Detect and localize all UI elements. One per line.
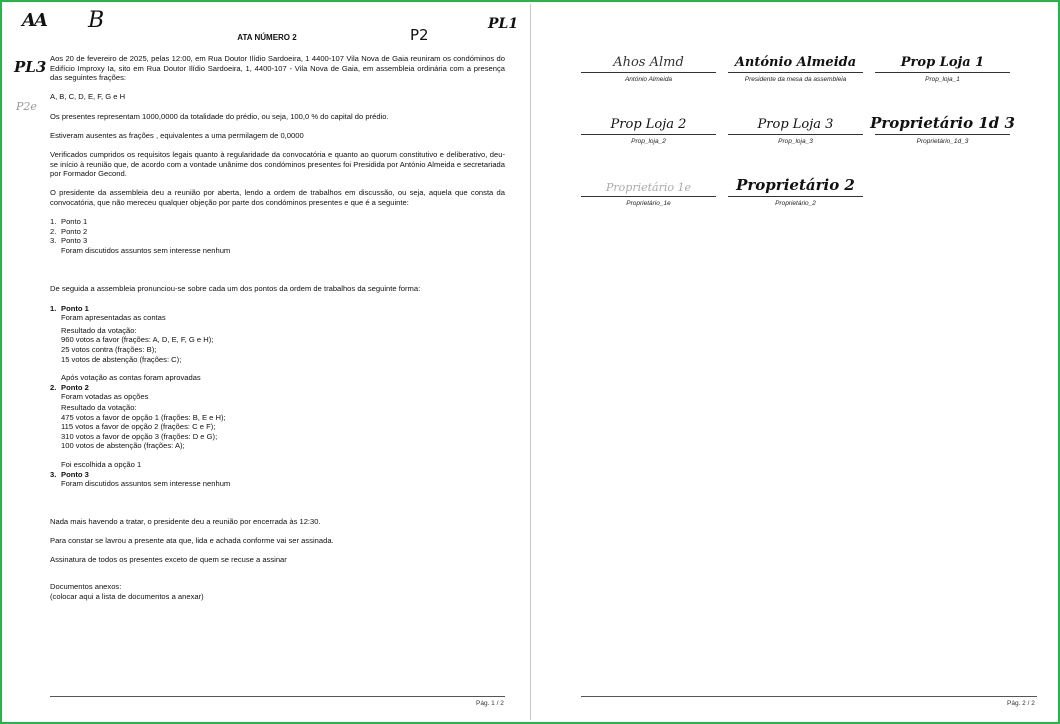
signature-line: [728, 196, 863, 197]
agenda-item: 3. Ponto 3: [50, 236, 88, 246]
signature-caption: Prop_loja_1: [925, 76, 960, 83]
agenda-item: 1. Ponto 1: [50, 217, 88, 227]
initials-aa: AA: [22, 10, 46, 31]
deliberation-intro: De seguida a assembleia pronunciou-se sobre cada um dos pontos da ordem de trabalhos da seguinte forma:: [50, 284, 421, 294]
signature-caption: António Almeida: [624, 76, 673, 83]
signature-line: [581, 196, 716, 197]
vote-line: 960 votos a favor (frações: A, D, E, F, G e H);: [61, 335, 214, 345]
minutes-body: [50, 54, 505, 602]
present-paragraph: Os presentes representam 1000,0000 da totalidade do prédio, ou seja, 100,0 % do capital do prédio.: [50, 111, 389, 121]
president-paragraph: O presidente da assembleia deu a reunião por aberta, lendo a ordem de trabalhos em discussão, ou seja, aquela que consta da convocatória, que não mereceu qualquer objeção por parte dos condóminos presentes e que é a seguinte:: [50, 188, 505, 207]
signature-line: [581, 134, 716, 135]
fractions-paragraph: A, B, C, D, E, F, G e H: [50, 92, 126, 102]
signature-block: [728, 174, 863, 207]
signature-line: [581, 72, 716, 73]
agenda-item: 2. Ponto 2: [50, 226, 88, 236]
point-description: Foram apresentadas as contas: [61, 313, 166, 323]
signature-mark: Prop Loja 1: [900, 55, 985, 70]
vote-line: Resultado da votação:: [61, 325, 137, 335]
signature-line: [728, 134, 863, 135]
initials-p2: P2: [410, 26, 429, 44]
verified-paragraph: Verificados cumpridos os requisitos legais quanto à regularidade da convocatória e quanto ao quorum constitutivo e deliberativo, deu-se início à reunião que, de acordo com a vontade unânime dos condóminos presentes foi Presidida por António Almeida e secretariada por Formador Gecond.: [50, 149, 505, 179]
signature-mark: Ahos Almd: [613, 55, 684, 70]
page-2: [531, 4, 1056, 720]
signature-mark: Prop Loja 2: [610, 117, 687, 132]
point-heading: 1. Ponto 1: [50, 303, 89, 313]
signature-caption: Prop_loja_3: [778, 138, 813, 145]
point-description: Foram votadas as opções: [61, 392, 149, 402]
annex-note: (colocar aqui a lista de documentos a anexar): [50, 591, 204, 601]
footer-divider: [581, 696, 1037, 697]
agenda-note: Foram discutidos assuntos sem interesse nenhum: [61, 245, 231, 255]
closing-paragraph: Para constar se lavrou a presente ata que, lida e achada conforme vai ser assinada.: [50, 535, 334, 545]
page-number: Pág. 2 / 2: [1007, 700, 1035, 707]
signature-caption: Presidente da mesa da assembleia: [744, 76, 847, 83]
signature-block: [875, 50, 1010, 83]
page-number: Pág. 1 / 2: [476, 700, 504, 707]
annex-title: Documentos anexos:: [50, 582, 122, 592]
footer-divider: [50, 696, 505, 697]
page-title: ATA NÚMERO 2: [237, 33, 297, 42]
absent-paragraph: Estiveram ausentes as frações , equivalentes a uma permilagem de 0,0000: [50, 130, 304, 140]
signature-line: [875, 134, 1010, 135]
signature-block: [728, 50, 863, 83]
signature-mark: Proprietário 1e: [606, 181, 691, 194]
points-list: [50, 304, 505, 489]
signature-block: [870, 112, 1015, 145]
signature-caption: Prop_loja_2: [631, 138, 666, 145]
signature-mark: Proprietário 2: [736, 176, 855, 194]
agenda-list: [50, 217, 505, 255]
point-description: Foram discutidos assuntos sem interesse nenhum: [61, 479, 231, 489]
signature-mark: Proprietário 1d 3: [870, 114, 1015, 132]
signature-block: [728, 112, 863, 145]
signature-line: [728, 72, 863, 73]
initials-pl1: PL1: [488, 16, 519, 32]
vote-line: 15 votos de abstenção (frações: C);: [61, 354, 182, 364]
signature-mark: Prop Loja 3: [757, 117, 834, 132]
signature-block: [581, 112, 716, 145]
point-heading: 2. Ponto 2: [50, 382, 89, 392]
signature-mark: António Almeida: [734, 55, 857, 70]
vote-line: 310 votos a favor de opção 3 (frações: D e G);: [61, 431, 218, 441]
vote-line: Resultado da votação:: [61, 403, 137, 412]
intro-paragraph: Aos 20 de fevereiro de 2025, pelas 12:00, em Rua Doutor Ilídio Sardoeira, 1 4400-107 Vila Nova de Gaia reuniram os condóminos do Edifício Improxy Ia, sito em Rua Doutor Ilídio Sardoeira, 1, 4400-107 - Vila Nova de Gaia, em assembleia ordinária com a presença das seguintes frações:: [50, 54, 505, 83]
vote-line: 100 votos de abstenção (frações: A);: [61, 441, 185, 451]
page-1: [4, 4, 530, 720]
vote-line: 115 votos a favor de opção 2 (frações: C e F);: [61, 422, 216, 432]
vote-line: 25 votos contra (frações: B);: [61, 345, 157, 355]
point-result: Após votação as contas foram aprovadas: [61, 373, 201, 383]
signature-caption: Proprietário_1d_3: [916, 138, 969, 145]
initials-p2e: P2e: [16, 100, 37, 113]
vote-line: 475 votos a favor de opção 1 (frações: B, E e H);: [61, 412, 226, 422]
signature-caption: Proprietário_2: [775, 200, 816, 207]
signature-block: [581, 50, 716, 83]
closing-paragraph: Nada mais havendo a tratar, o presidente deu a reunião por encerrada às 12:30.: [50, 516, 321, 526]
initials-pl3: PL3: [14, 58, 47, 76]
closing-paragraph: Assinatura de todos os presentes exceto de quem se recuse a assinar: [50, 555, 287, 565]
point-heading: 3. Ponto 3: [50, 469, 89, 479]
initials-b: B: [88, 8, 105, 33]
signature-line: [875, 72, 1010, 73]
signature-block: [581, 174, 716, 207]
point-result: Foi escolhida a opção 1: [61, 459, 142, 469]
signature-caption: Proprietário_1e: [626, 200, 671, 207]
